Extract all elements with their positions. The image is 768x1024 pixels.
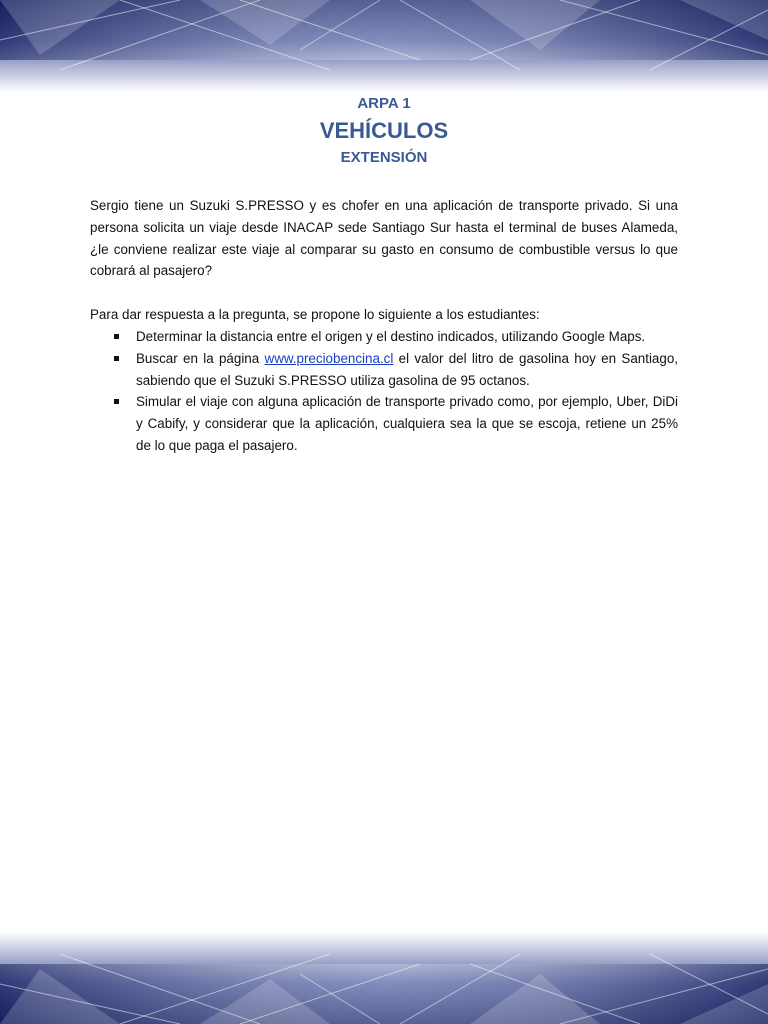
preciobencina-link[interactable]: www.preciobencina.cl	[264, 350, 394, 366]
page-subtitle: EXTENSIÓN	[340, 149, 428, 166]
header-banner	[0, 0, 768, 92]
proposal-intro: Para dar respuesta a la pregunta, se propone lo siguiente a los estudiantes:	[90, 307, 540, 323]
list-item-text: Determinar la distancia entre el origen y el destino indicados, utilizando Google Maps.	[136, 328, 646, 344]
square-bullet-icon	[114, 399, 119, 404]
document-body	[90, 92, 678, 457]
square-bullet-icon	[114, 334, 119, 339]
proposal-list	[90, 326, 678, 457]
list-item	[90, 348, 678, 392]
problem-statement: Sergio tiene un Suzuki S.PRESSO y es chofer en una aplicación de transporte privado. Si una persona solicita un viaje desde INACAP sede Santiago Sur hasta el terminal de buses Alameda, ¿le conviene realizar este viaje al comparar su gasto en consumo de combustible versus lo que cobrará al pasajero?	[90, 198, 678, 279]
square-bullet-icon	[114, 356, 119, 361]
page-title: VEHÍCULOS	[319, 118, 449, 143]
list-item-text: Simular el viaje con alguna aplicación de transporte privado como, por ejemplo, Uber, DiDi y Cabify, y considerar que la aplicación, cualquiera sea la que se escoja, retiene un 25% de lo que paga el pasajero.	[136, 394, 678, 453]
footer-banner	[0, 932, 768, 1024]
list-item	[90, 326, 678, 348]
list-item-text-after: el valor del litro de gasolina hoy en Santiago, sabiendo que el Suzuki S.PRESSO utiliza gasolina de 95 octanos.	[136, 350, 678, 388]
arpa-label: ARPA 1	[357, 95, 411, 112]
list-item-text-before: Buscar en la página	[136, 350, 265, 366]
list-item	[90, 391, 678, 456]
